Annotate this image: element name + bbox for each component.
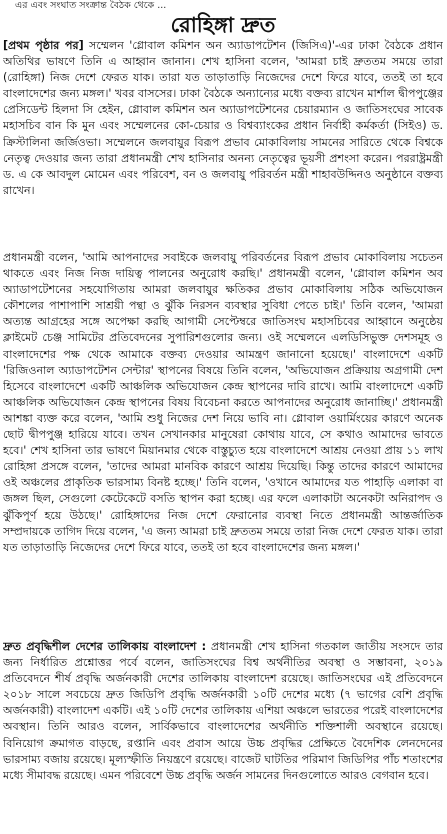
subheading: দ্রুত প্রবৃদ্ধিশীল দেশের তালিকায় বাংলাদেশ : bbox=[3, 640, 207, 653]
paragraph-text: সম্মেলন 'গ্লোবাল কমিশন অন অ্যাডাপটেশন (জিসিএ)'-এর ঢাকা বৈঠকে প্রধান অতিথির ভাষণে তিনি এ আহ্বান জানান। শেখ হাসিনা বলেন, 'আমরা চাই দ্রুততম সময়ে তারা (রোহিঙ্গা) নিজ দেশে ফেরত যাক। তারা যত তাড়াতাড়ি নিজেদের দেশে ফিরে যাবে, ততই তা হবে বাংলাদেশের জন্য মঙ্গল।' খবর বাসসের। ঢাকা বৈঠকে অন্যান্যের মধ্যে বক্তব্য রাখেন মার্শাল দ্বীপপুঞ্জের প্রেসিডেন্ট হিলদা সি হেইন, গ্লোবাল কমিশন অন অ্যাডাপটেশনের চেয়ারম্যান ও জাতিসংঘের সাবেক মহাসচিব বান কি মুন এবং সম্মেলনের কো-চেয়ার ও বিশ্বব্যাংকের প্রধান নির্বাহী কর্মকর্তা (সিইও) ড. ক্রিস্টালিনা জর্জিওভা। সম্মেলনে জলবায়ুর বিরূপ প্রভাব মোকাবিলায় সামনের সারিতে থেকে বিশ্বকে নেতৃত্ব দেওয়ার জন্য তারা প্রধানমন্ত্রী শেখ হাসিনার অনন্য নেতৃত্বের ভূয়সী প্রশংসা করেন। পররাষ্ট্রমন্ত্রী ড. এ কে আবদুল মোমেন এবং পরিবেশ, বন ও জলবায়ু পরিবর্তন মন্ত্রী শাহাবউদ্দিনও অনুষ্ঠানে বক্তব্য রাখেন। bbox=[3, 39, 443, 197]
paragraph-1 bbox=[3, 38, 443, 249]
paragraph-2 bbox=[3, 250, 443, 638]
paragraph-text: প্রধানমন্ত্রী বলেন, 'আমি আপনাদের সবাইকে জলবায়ু পরিবর্তনের বিরূপ প্রভাব মোকাবিলায় সচেতন থাকতে এবং নিজ নিজ দায়িত্ব পালনের অনুরোধ করছি।' প্রধানমন্ত্রী বলেন, 'গ্লোবাল কমিশন অব অ্যাডাপটেশনের সহযোগিতায় আমরা জলবায়ুর ক্ষতিকর প্রভাব মোকাবিলায় সঠিক অভিযোজন কৌশলের পাশাপাশি সাশ্রয়ী পন্থা ও ঝুঁকি নিরসন ব্যবস্থার সুবিধা পেতে চাই।' তিনি বলেন, 'আমরা অত্যন্ত আগ্রহের সঙ্গে অপেক্ষা করছি আগামী সেপ্টেম্বরে জাতিসংঘ মহাসচিবের আহ্বানে অনুষ্ঠেয় ক্লাইমেট চেঞ্জ সামিটের প্রতিবেদনের সুপারিশগুলোর জন্য। ওই সম্মেলনে এলডিসিভুক্ত দেশসমূহ ও বাংলাদেশের পক্ষ থেকে আমাকে বক্তব্য দেওয়ার আমন্ত্রণ জানানো হয়েছে।' বাংলাদেশে একটি 'রিজিওনাল অ্যাডাপটেশন সেন্টার' স্থাপনের বিষয়ে তিনি বলেন, 'অভিযোজন প্রক্রিয়ায় অগ্রগামী দেশ হিসেবে বাংলাদেশে একটি আঞ্চলিক অভিযোজন কেন্দ্র স্থাপনের দাবি রাখে। আমি বাংলাদেশে একটি আঞ্চলিক অভিযোজন কেন্দ্র স্থাপনের বিষয় বিবেচনা করতে আপনাদের অনুরোধ জানাচ্ছি।' প্রধানমন্ত্রী আশঙ্কা ব্যক্ত করে বলেন, 'আমি শুধু নিজের দেশ নিয়ে ভাবি না। গ্লোবাল ওয়ার্মিংয়ের কারণে অনেক ছোট দ্বীপপুঞ্জ হারিয়ে যাবে। তখন সেখানকার মানুষেরা কোথায় যাবে, সে কথাও আমাদের ভাবতে হবে।' শেখ হাসিনা তার ভাষণে মিয়ানমার থেকে বাস্তুচ্যুত হয়ে বাংলাদেশে আশ্রয় নেওয়া প্রায় ১১ লাখ রোহিঙ্গা প্রসঙ্গে বলেন, 'তাদের আমরা মানবিক কারণে আশ্রয় দিয়েছি। কিন্তু তাদের কারণে আমাদের ওই অঞ্চলের প্রাকৃতিক ভারসাম্য বিনষ্ট হচ্ছে।' তিনি বলেন, 'ওখানে আমাদের যত পাহাড়ি এলাকা বা জঙ্গল ছিল, সেগুলো কেটেকেটে বসতি স্থাপন করা হচ্ছে। এর ফলে এলাকাটা অনেকটা অনিরাপদ ও ঝুঁকিপূর্ণ হয়ে উঠছে।' রোহিঙ্গাদের নিজ দেশে ফেরানোর ব্যবস্থা নিতে প্রধানমন্ত্রী আন্তর্জাতিক সম্প্রদায়কে তাগিদ দিয়ে বলেন, 'এ জন্য আমরা চাই দ্রুততম সময়ে তারা নিজ দেশে ফেরত যাক। তারা যত তাড়াতাড়ি নিজেদের দেশে ফিরে যাবে, ততই তা হবে বাংলাদেশের জন্য মঙ্গল।' bbox=[3, 251, 443, 554]
continuation-marker: [প্রথম পৃষ্ঠার পর] bbox=[3, 39, 84, 52]
paragraph-3 bbox=[3, 639, 443, 831]
cut-off-top-line: এর এবং সংঘাত সংক্রান্ত বৈঠক থেকে ... bbox=[15, 0, 167, 11]
headline: রোহিঙ্গা দ্রুত bbox=[170, 12, 276, 37]
paragraph-text: প্রধানমন্ত্রী শেখ হাসিনা গতকাল জাতীয় সংসদে তার জন্য নির্ধারিত প্রশ্নোত্তর পর্বে বলেন, জাতিসংঘের বিশ্ব অর্থনীতির অবস্থা ও সম্ভাবনা, ২০১৯ প্রতিবেদনে শীর্ষ প্রবৃদ্ধি অর্জনকারী দেশের তালিকায় বাংলাদেশ রয়েছে। জাতিসংঘের এই প্রতিবেদনে ২০১৮ সালে সবচেয়ে দ্রুত জিডিপি প্রবৃদ্ধি অর্জনকারী ১০টি দেশের মধ্যে (৭ ভাগের বেশি প্রবৃদ্ধি অর্জনকারী) বাংলাদেশ একটি। এই ১০টি দেশের তালিকায় এশিয়া অঞ্চলে ভারতের পরেই বাংলাদেশের অবস্থান। তিনি আরও বলেন, সার্বিকভাবে বাংলাদেশের অর্থনীতি শক্তিশালী অবস্থানে রয়েছে। বিনিয়োগ ক্রমাগত বাড়ছে, রপ্তানি এবং প্রবাস আয়ে উচ্চ প্রবৃদ্ধির প্রেক্ষিতে বৈদেশিক লেনদেনের ভারসাম্য বজায় রয়েছে। মূল্যস্ফীতি নিয়ন্ত্রণে রয়েছে। বাজেট ঘাটতির পরিমাণ জিডিপির পাঁচ শতাংশের মধ্যে সীমাবদ্ধ রয়েছে। এমন পরিবেশে উচ্চ প্রবৃদ্ধি অর্জন সামনের দিনগুলোতে আরও বেগবান হবে। bbox=[3, 640, 443, 782]
